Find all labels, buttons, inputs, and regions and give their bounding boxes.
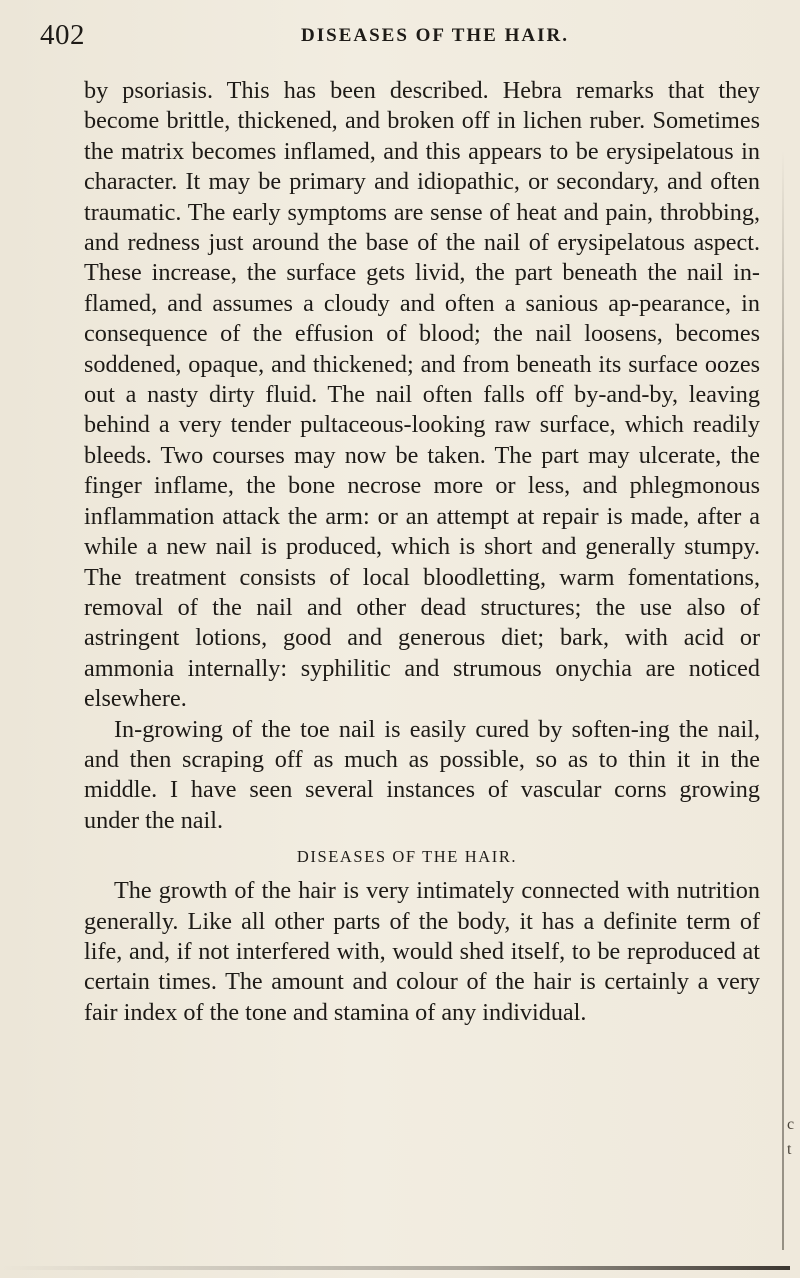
running-title: DISEASES OF THE HAIR. [301, 25, 569, 46]
page-edge-rule [782, 150, 784, 1250]
paragraph-ingrowing-nail: In-growing of the toe nail is easily cured by soften-ing the nail, and then scraping off as much as possible, so as to thin it in the middle. I have seen several instances of vascular corns growing under the nail. [84, 715, 760, 834]
margin-mark-2: t [787, 1141, 792, 1158]
section-heading: DISEASES OF THE HAIR. [296, 847, 518, 867]
paragraph-hair-growth: The growth of the hair is very intimately connected with nutrition generally. Like all other parts of the body, it has a definite term of life, and, if not interfered with, would shed itself, to be reproduced at certain times. The amount and colour of the hair is certainly a very fair index of the tone and stamina of any individual. [84, 877, 760, 1026]
page-bottom-edge [0, 1266, 790, 1270]
paragraph-onychia: by psoriasis. This has been described. Hebra remarks that they become brittle, thickened, and broken off in lichen ruber. Sometimes the matrix becomes inflamed, and this appears to be erysipelatous in character. It may be primary and idiopathic, or secondary, and often traumatic. The early symptoms are sense of heat and pain, throbbing, and redness just around the base of the nail of erysipelatous aspect. These increase, the surface gets livid, the part beneath the nail in-flamed, and assumes a cloudy and often a sanious ap-pearance, in consequence of the effusion of blood; the nail loosens, becomes soddened, opaque, and thickened; and from beneath its surface oozes out a nasty dirty fluid. The nail often falls off by-and-by, leaving behind a very tender pultaceous-looking raw surface, which readily bleeds. Two courses may now be taken. The part may ulcerate, the finger inflame, the bone necrose more or less, and phlegmonous inflammation attack the arm: or an attempt at repair is made, after a while a new nail is produced, which is short and generally stumpy. The treatment consists of local bloodletting, warm fomentations, removal of the nail and other dead structures; the use also of astringent lotions, good and generous diet; bark, with acid or ammonia internally: syphilitic and strumous onychia are noticed elsewhere. [84, 77, 760, 713]
body-text [84, 76, 760, 1028]
running-head [40, 18, 780, 52]
margin-mark-1: c [787, 1116, 795, 1133]
page-number: 402 [40, 19, 85, 51]
